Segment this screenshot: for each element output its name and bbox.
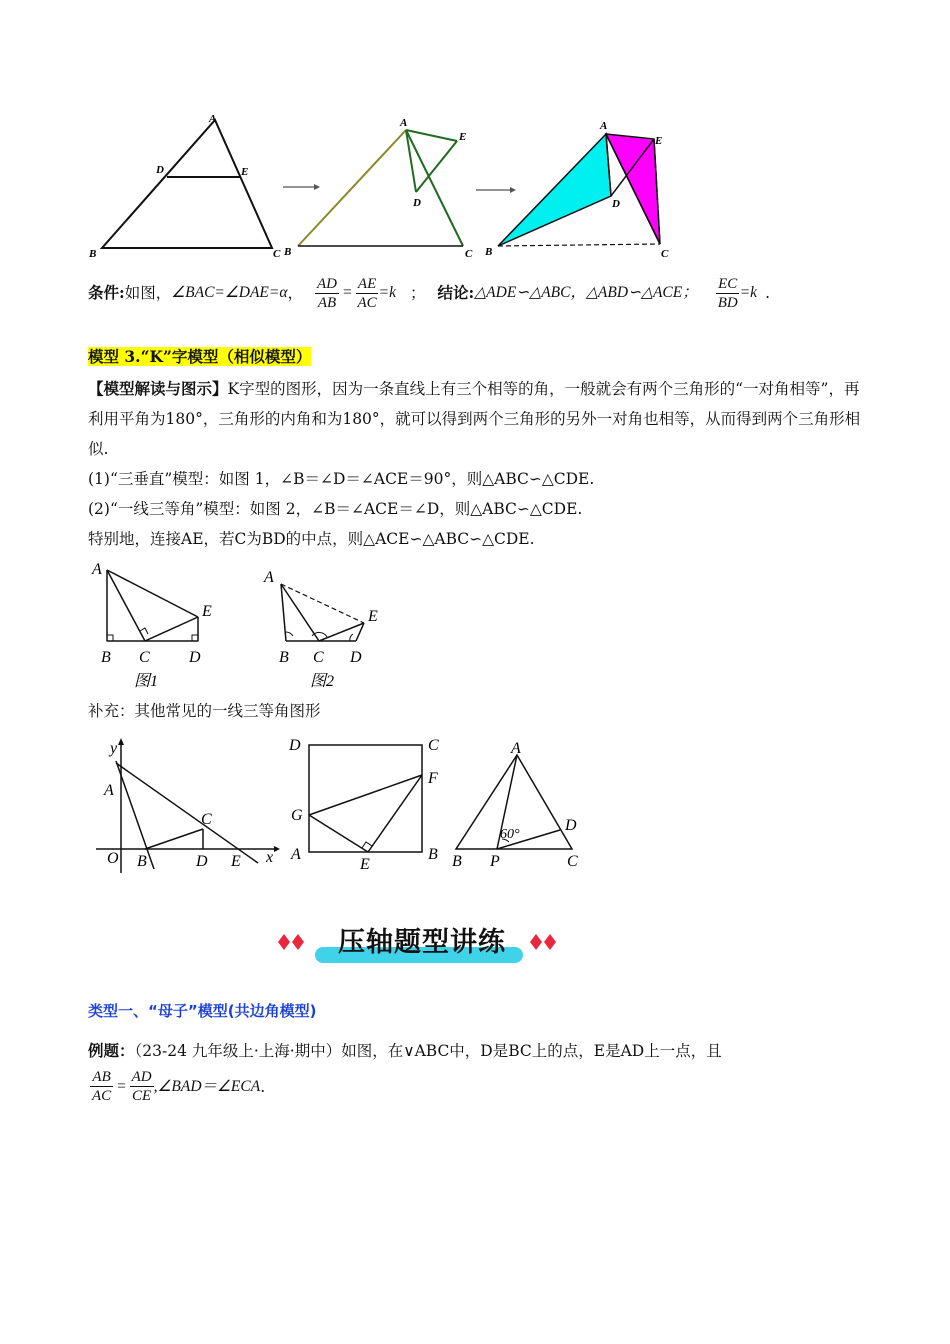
example-text: （23-24 九年级上·上海·期中）如图，在∨ABC中，D是BC上的点，E是AD上一点，且 [134,1042,722,1060]
figure-equilateral-k [452,740,578,870]
condition-comma: ， [287,284,304,302]
condition-line [88,270,868,316]
banner-title: 压轴题型讲练 [338,927,506,958]
figure-square-k [288,737,439,873]
fraction-numerator: AD [317,275,338,292]
example-condition [90,1068,265,1105]
fig1-label-C: C [273,248,281,260]
figure-one-line-three-angles [263,569,378,666]
fig3-label-B: B [485,246,493,258]
fraction-numerator: EC [718,275,738,292]
fraction-ec-bd [716,275,740,312]
f3-label-P: P [490,853,500,870]
f1-label-x: x [266,849,274,866]
diamond-right-icon [529,932,563,952]
figure-parallel-triangle [88,113,281,260]
k2-label-C: C [313,649,324,666]
equals-k-2: =k [739,284,758,301]
f2-label-D: D [289,737,301,754]
figure1-caption: 图1 [134,673,159,690]
fraction-denominator: AC [357,294,377,311]
k-model-figures [88,558,398,693]
model3-title: 模型 3.“K”字模型（相似模型） [88,347,312,366]
k2-label-D: D [350,649,362,666]
fig1-label-D: D [156,164,164,176]
fraction-ad-ce [130,1068,154,1105]
fig3-label-A: A [600,120,608,132]
example-line [88,1036,878,1066]
fraction-denominator: AB [317,294,337,311]
model3-line2: (2)“一线三等角”模型：如图 2，∠B＝∠ACE＝∠D，则△ABC∽△CDE. [88,500,583,518]
equals-sign: = [342,284,353,301]
fraction-denominator: BD [717,294,738,311]
f3-label-B: B [452,853,462,870]
f1-label-y: y [110,740,118,757]
supplement-text: 补充：其他常见的一线三等角图形 [88,702,321,720]
fraction-numerator: AE [357,275,377,292]
fraction-denominator: CE [132,1088,152,1104]
example-angle-condition: ,∠BAD＝∠ECA [153,1077,261,1095]
fraction-numerator: AD [131,1069,152,1085]
f3-angle-label: 60° [500,827,520,842]
fraction-ad-ab [315,275,339,312]
equals-sign: = [116,1077,127,1095]
k1-label-D: D [189,649,201,666]
arrow-right-icon-2 [476,187,516,193]
f1-label-O: O [107,850,119,867]
model3-line3: 特别地，连接AE，若C为BD的中点，则△ACE∽△ABC∽△CDE. [88,530,535,548]
condition-angles: ∠BAC=∠DAE=α [171,284,288,301]
model3-intro-text: K字型的图形，因为一条直线上有三个相等的角，一般就会有两个三角形的“一对角相等”，再利用平角为180°，三角形的内角和为180°，就可以得到两个三角形的另外一对角也相等，从而得到两个三角形相似. [88,380,861,458]
figure-coordinate-k [96,738,280,873]
k1-label-E: E [202,603,212,620]
fraction-denominator: AC [92,1088,112,1104]
f1-label-E: E [231,853,241,870]
condition-label: 条件: [88,283,125,302]
example-label: 例题： [88,1041,135,1060]
model3-intro-label: 【模型解读与图示】 [88,379,228,398]
f3-label-C: C [567,853,578,870]
period: . [765,284,770,302]
fig1-label-B: B [89,248,97,260]
figure2-caption: 图2 [310,673,335,690]
fig3-label-C: C [661,248,669,260]
f2-label-G: G [291,807,303,824]
period: . [260,1077,266,1096]
fig2-label-C: C [465,248,473,260]
supplement-figures [88,735,598,875]
equals-k: =k [378,284,396,301]
f2-label-B: B [428,846,438,863]
conclusion-text: △ADE∽△ABC，△ABD∽△ACE； [474,284,698,301]
f1-label-A: A [104,782,114,799]
conclusion-label: 结论: [437,283,475,302]
k1-label-B: B [101,649,111,666]
f1-label-D: D [196,853,208,870]
diamond-left-icon [277,932,311,952]
f1-label-B: B [137,853,147,870]
k2-label-B: B [279,649,289,666]
f2-label-F: F [428,770,438,787]
f3-label-D: D [565,817,577,834]
fraction-numerator: AB [92,1069,111,1085]
f2-label-E: E [360,856,370,873]
condition-text: 如图， [124,284,172,302]
semicolon: ； [410,284,426,302]
fig2-label-B: B [284,246,292,258]
fig3-label-E: E [655,135,663,147]
fig2-label-E: E [459,131,467,143]
fig1-label-E: E [241,166,249,178]
fig2-label-A: A [400,117,408,129]
fig2-label-D: D [413,197,421,209]
type1-title: 类型一、“母子”模型(共边角模型) [88,1002,317,1020]
f2-label-A: A [291,846,301,863]
section-banner [277,922,567,968]
top-figures [80,110,700,270]
fig1-label-A: A [209,113,217,125]
k2-label-A: A [264,569,274,586]
f1-label-C: C [201,811,212,828]
k1-label-C: C [139,649,150,666]
figure-rotated-triangle [283,117,473,260]
f3-label-A: A [511,740,521,757]
arrow-right-icon [283,184,320,190]
k1-label-A: A [92,561,102,578]
figure-three-perpendicular [91,561,212,666]
fraction-ae-ac [355,275,378,312]
f2-label-C: C [428,737,439,754]
fraction-ab-ac [90,1068,113,1105]
k2-label-E: E [368,608,378,625]
model3-title-wrap [88,342,311,372]
model3-line1: (1)“三垂直”模型：如图 1，∠B＝∠D＝∠ACE＝90°，则△ABC∽△CDE. [88,470,595,488]
model3-intro [88,374,864,464]
fig3-label-D: D [612,198,620,210]
